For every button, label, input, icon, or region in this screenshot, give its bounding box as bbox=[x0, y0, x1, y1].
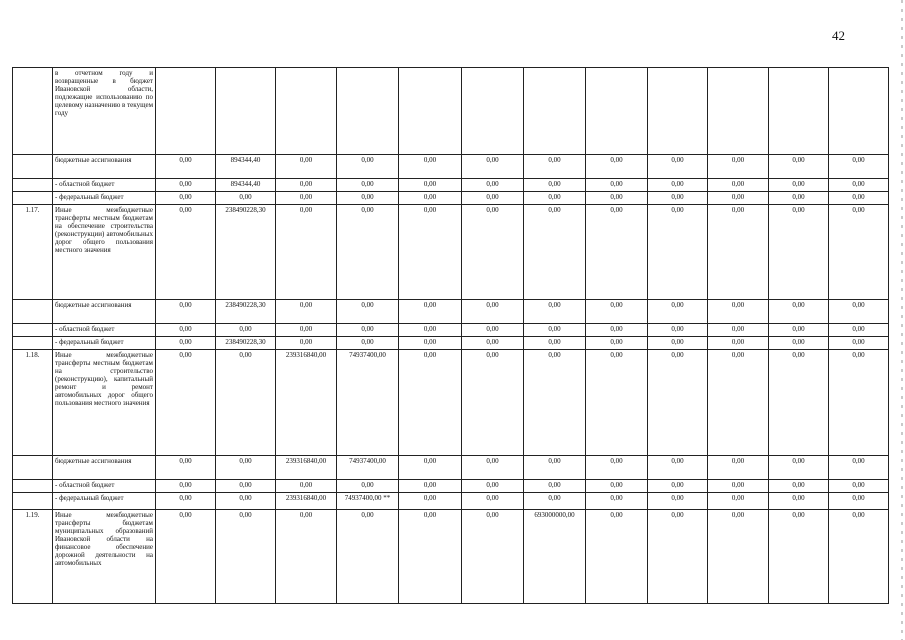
value-cell: 894344,40 bbox=[216, 155, 276, 179]
row-index bbox=[13, 456, 53, 480]
value-cell: 0,00 bbox=[769, 510, 829, 604]
value-cell: 0,00 bbox=[399, 205, 462, 300]
value-cell: 0,00 bbox=[156, 192, 216, 205]
value-cell: 0,00 bbox=[462, 493, 524, 510]
value-cell: 0,00 bbox=[586, 192, 648, 205]
table-row bbox=[13, 179, 889, 192]
value-cell: 0,00 bbox=[648, 324, 708, 337]
row-index bbox=[13, 192, 53, 205]
value-cell: 0,00 bbox=[337, 510, 399, 604]
value-cell: 0,00 bbox=[337, 324, 399, 337]
value-cell: 239316840,00 bbox=[276, 456, 337, 480]
value-cell: 0,00 bbox=[586, 510, 648, 604]
value-cell bbox=[829, 68, 889, 155]
value-cell: 0,00 bbox=[337, 179, 399, 192]
table-row bbox=[13, 205, 889, 300]
row-index bbox=[13, 493, 53, 510]
value-cell: 239316840,00 bbox=[276, 493, 337, 510]
value-cell: 0,00 bbox=[769, 155, 829, 179]
value-cell: 0,00 bbox=[586, 493, 648, 510]
value-cell: 0,00 bbox=[769, 480, 829, 493]
value-cell: 0,00 bbox=[462, 205, 524, 300]
value-cell: 0,00 bbox=[829, 324, 889, 337]
value-cell: 0,00 bbox=[399, 456, 462, 480]
value-cell: 0,00 bbox=[829, 205, 889, 300]
value-cell: 0,00 bbox=[276, 510, 337, 604]
value-cell: 0,00 bbox=[829, 493, 889, 510]
value-cell: 0,00 bbox=[462, 480, 524, 493]
value-cell: 0,00 bbox=[156, 510, 216, 604]
value-cell: 0,00 bbox=[216, 192, 276, 205]
value-cell: 0,00 bbox=[462, 510, 524, 604]
value-cell: 0,00 bbox=[648, 155, 708, 179]
value-cell: 239316840,00 bbox=[276, 350, 337, 456]
budget-table bbox=[12, 67, 889, 604]
value-cell: 0,00 bbox=[829, 456, 889, 480]
row-description: - федеральный бюджет bbox=[53, 493, 156, 510]
value-cell: 0,00 bbox=[462, 192, 524, 205]
value-cell: 0,00 bbox=[399, 350, 462, 456]
row-description: бюджетные ассигнования bbox=[53, 300, 156, 324]
row-description: - федеральный бюджет bbox=[53, 337, 156, 350]
value-cell: 0,00 bbox=[156, 493, 216, 510]
value-cell: 0,00 bbox=[156, 155, 216, 179]
value-cell: 0,00 bbox=[337, 480, 399, 493]
table-row bbox=[13, 337, 889, 350]
row-index: 1.18. bbox=[13, 350, 53, 456]
value-cell: 0,00 bbox=[156, 350, 216, 456]
row-description: - областной бюджет bbox=[53, 179, 156, 192]
value-cell: 0,00 bbox=[337, 192, 399, 205]
value-cell: 0,00 bbox=[708, 493, 769, 510]
value-cell: 0,00 bbox=[524, 350, 586, 456]
value-cell: 0,00 bbox=[769, 179, 829, 192]
value-cell: 0,00 bbox=[337, 155, 399, 179]
value-cell: 0,00 bbox=[462, 337, 524, 350]
value-cell bbox=[276, 68, 337, 155]
value-cell: 0,00 bbox=[769, 192, 829, 205]
row-description: - областной бюджет bbox=[53, 324, 156, 337]
value-cell: 0,00 bbox=[216, 350, 276, 456]
value-cell bbox=[216, 68, 276, 155]
value-cell: 0,00 bbox=[462, 324, 524, 337]
value-cell: 0,00 bbox=[462, 300, 524, 324]
value-cell: 0,00 bbox=[276, 324, 337, 337]
row-index: 1.19. bbox=[13, 510, 53, 604]
value-cell: 0,00 bbox=[586, 337, 648, 350]
value-cell: 0,00 bbox=[829, 480, 889, 493]
value-cell: 0,00 bbox=[708, 179, 769, 192]
value-cell: 0,00 bbox=[708, 300, 769, 324]
value-cell: 0,00 bbox=[769, 300, 829, 324]
table-row bbox=[13, 493, 889, 510]
value-cell: 0,00 bbox=[829, 300, 889, 324]
value-cell: 0,00 bbox=[524, 300, 586, 324]
value-cell: 0,00 bbox=[216, 324, 276, 337]
value-cell: 0,00 bbox=[399, 480, 462, 493]
value-cell: 238490228,30 bbox=[216, 205, 276, 300]
value-cell: 0,00 bbox=[708, 324, 769, 337]
value-cell: 0,00 bbox=[156, 480, 216, 493]
value-cell: 0,00 bbox=[708, 480, 769, 493]
table-row bbox=[13, 68, 889, 155]
value-cell: 693000000,00 bbox=[524, 510, 586, 604]
value-cell: 74937400,00 bbox=[337, 350, 399, 456]
value-cell: 238490228,30 bbox=[216, 300, 276, 324]
value-cell: 0,00 bbox=[337, 205, 399, 300]
value-cell: 0,00 bbox=[708, 155, 769, 179]
value-cell: 0,00 bbox=[829, 510, 889, 604]
value-cell: 0,00 bbox=[648, 192, 708, 205]
value-cell: 0,00 bbox=[156, 324, 216, 337]
value-cell: 0,00 bbox=[462, 350, 524, 456]
value-cell: 0,00 bbox=[399, 155, 462, 179]
value-cell: 0,00 bbox=[337, 300, 399, 324]
value-cell: 0,00 bbox=[524, 493, 586, 510]
page-number: 42 bbox=[832, 28, 845, 43]
value-cell: 0,00 bbox=[586, 179, 648, 192]
value-cell: 0,00 bbox=[648, 456, 708, 480]
row-description: Иные межбюджетные трансферты местным бюджетам на строительство (реконструкцию), капитальный ремонт и ремонт автомобильных дорог общего пользования местного значения bbox=[53, 350, 156, 456]
value-cell: 0,00 bbox=[399, 510, 462, 604]
value-cell: 0,00 bbox=[829, 179, 889, 192]
value-cell: 0,00 bbox=[769, 456, 829, 480]
value-cell: 0,00 bbox=[708, 337, 769, 350]
value-cell: 0,00 bbox=[524, 155, 586, 179]
value-cell: 74937400,00 bbox=[337, 456, 399, 480]
row-index: 1.17. bbox=[13, 205, 53, 300]
value-cell: 0,00 bbox=[648, 480, 708, 493]
value-cell: 0,00 bbox=[399, 300, 462, 324]
row-index bbox=[13, 480, 53, 493]
value-cell: 0,00 bbox=[648, 300, 708, 324]
value-cell: 74937400,00 ** bbox=[337, 493, 399, 510]
value-cell: 0,00 bbox=[586, 324, 648, 337]
row-index bbox=[13, 179, 53, 192]
value-cell: 0,00 bbox=[524, 480, 586, 493]
value-cell: 0,00 bbox=[708, 510, 769, 604]
value-cell: 0,00 bbox=[708, 205, 769, 300]
row-description: - федеральный бюджет bbox=[53, 192, 156, 205]
row-index bbox=[13, 300, 53, 324]
table-row bbox=[13, 480, 889, 493]
value-cell: 0,00 bbox=[216, 493, 276, 510]
table-row bbox=[13, 192, 889, 205]
value-cell: 0,00 bbox=[399, 179, 462, 192]
value-cell bbox=[769, 68, 829, 155]
table-row bbox=[13, 510, 889, 604]
value-cell: 0,00 bbox=[586, 155, 648, 179]
value-cell: 0,00 bbox=[276, 337, 337, 350]
table-row bbox=[13, 324, 889, 337]
value-cell: 0,00 bbox=[276, 300, 337, 324]
value-cell: 0,00 bbox=[399, 192, 462, 205]
row-description: бюджетные ассигнования bbox=[53, 456, 156, 480]
row-description: Иные межбюджетные трансферты бюджетам муниципальных образований Ивановской области на финансовое обеспечение дорожной деятельности на автомобильных bbox=[53, 510, 156, 604]
value-cell: 238490228,30 bbox=[216, 337, 276, 350]
value-cell: 0,00 bbox=[524, 179, 586, 192]
value-cell: 0,00 bbox=[769, 324, 829, 337]
value-cell: 0,00 bbox=[156, 179, 216, 192]
value-cell bbox=[648, 68, 708, 155]
row-index bbox=[13, 155, 53, 179]
value-cell: 0,00 bbox=[276, 155, 337, 179]
value-cell: 0,00 bbox=[462, 456, 524, 480]
value-cell: 0,00 bbox=[708, 350, 769, 456]
scan-edge bbox=[901, 0, 903, 640]
value-cell bbox=[156, 68, 216, 155]
value-cell: 0,00 bbox=[829, 192, 889, 205]
value-cell: 0,00 bbox=[156, 300, 216, 324]
value-cell: 0,00 bbox=[648, 493, 708, 510]
value-cell: 0,00 bbox=[648, 510, 708, 604]
row-description: в отчетном году и возвращенные в бюджет Ивановской области, подлежащие использованию по целевому назначению в текущем году bbox=[53, 68, 156, 155]
table-row bbox=[13, 350, 889, 456]
value-cell: 0,00 bbox=[769, 350, 829, 456]
value-cell: 0,00 bbox=[276, 205, 337, 300]
value-cell: 0,00 bbox=[524, 324, 586, 337]
value-cell: 894344,40 bbox=[216, 179, 276, 192]
value-cell: 0,00 bbox=[769, 205, 829, 300]
value-cell: 0,00 bbox=[216, 510, 276, 604]
value-cell bbox=[708, 68, 769, 155]
value-cell: 0,00 bbox=[586, 480, 648, 493]
value-cell: 0,00 bbox=[829, 350, 889, 456]
table-row bbox=[13, 456, 889, 480]
value-cell: 0,00 bbox=[829, 337, 889, 350]
value-cell: 0,00 bbox=[708, 192, 769, 205]
value-cell: 0,00 bbox=[276, 480, 337, 493]
value-cell: 0,00 bbox=[524, 205, 586, 300]
value-cell: 0,00 bbox=[586, 205, 648, 300]
value-cell: 0,00 bbox=[586, 350, 648, 456]
table-row bbox=[13, 300, 889, 324]
value-cell: 0,00 bbox=[462, 179, 524, 192]
row-description: Иные межбюджетные трансферты местным бюджетам на обеспечение строительства (реконструкции) автомобильных дорог общего пользования местного значения bbox=[53, 205, 156, 300]
value-cell: 0,00 bbox=[156, 456, 216, 480]
value-cell: 0,00 bbox=[216, 480, 276, 493]
row-index bbox=[13, 337, 53, 350]
row-description: бюджетные ассигнования bbox=[53, 155, 156, 179]
value-cell: 0,00 bbox=[586, 456, 648, 480]
value-cell bbox=[337, 68, 399, 155]
value-cell: 0,00 bbox=[708, 456, 769, 480]
value-cell: 0,00 bbox=[769, 493, 829, 510]
row-index bbox=[13, 324, 53, 337]
value-cell: 0,00 bbox=[586, 300, 648, 324]
value-cell: 0,00 bbox=[399, 324, 462, 337]
value-cell: 0,00 bbox=[337, 337, 399, 350]
value-cell bbox=[399, 68, 462, 155]
value-cell: 0,00 bbox=[648, 350, 708, 456]
value-cell: 0,00 bbox=[524, 456, 586, 480]
value-cell bbox=[524, 68, 586, 155]
value-cell bbox=[586, 68, 648, 155]
value-cell: 0,00 bbox=[276, 179, 337, 192]
row-description: - областной бюджет bbox=[53, 480, 156, 493]
value-cell: 0,00 bbox=[648, 205, 708, 300]
value-cell: 0,00 bbox=[156, 337, 216, 350]
table-row bbox=[13, 155, 889, 179]
value-cell: 0,00 bbox=[216, 456, 276, 480]
value-cell: 0,00 bbox=[276, 192, 337, 205]
value-cell: 0,00 bbox=[829, 155, 889, 179]
value-cell: 0,00 bbox=[399, 493, 462, 510]
value-cell: 0,00 bbox=[648, 337, 708, 350]
row-index bbox=[13, 68, 53, 155]
value-cell: 0,00 bbox=[648, 179, 708, 192]
value-cell: 0,00 bbox=[769, 337, 829, 350]
value-cell: 0,00 bbox=[524, 337, 586, 350]
value-cell: 0,00 bbox=[462, 155, 524, 179]
value-cell: 0,00 bbox=[399, 337, 462, 350]
value-cell: 0,00 bbox=[524, 192, 586, 205]
value-cell bbox=[462, 68, 524, 155]
value-cell: 0,00 bbox=[156, 205, 216, 300]
